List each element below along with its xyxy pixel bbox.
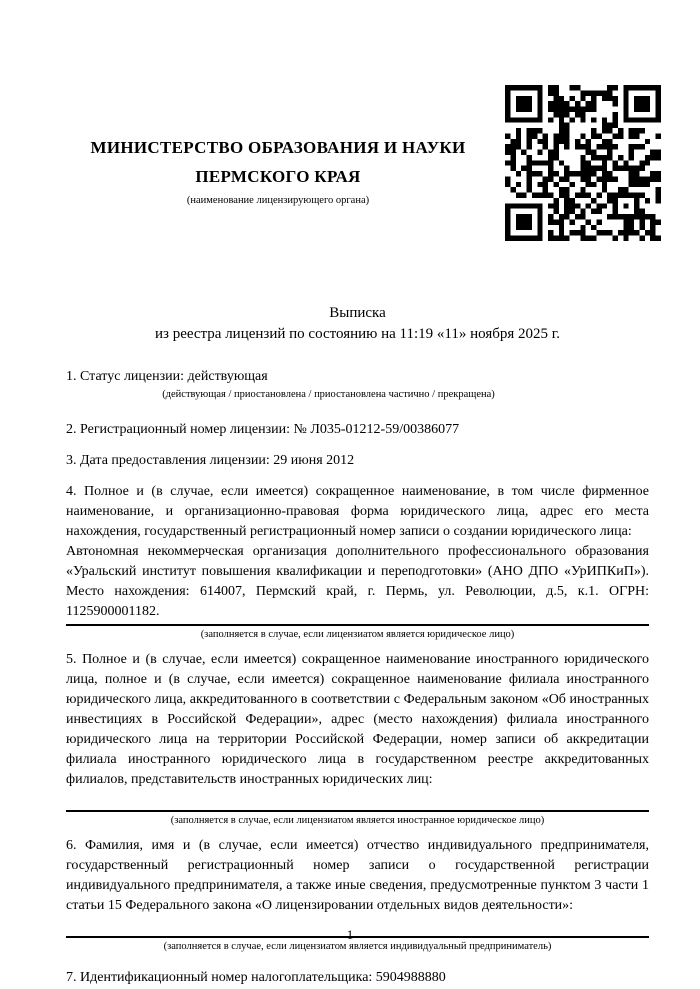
- item-license-status: [66, 367, 649, 403]
- license-status-note: (действующая / приостановлена / приостановлена частично / прекращена): [162, 389, 495, 400]
- fill-line: [66, 810, 649, 812]
- ministry-caption: (наименование лицензирующего органа): [186, 195, 370, 206]
- ministry-name-line2: ПЕРМСКОГО КРАЯ: [195, 167, 361, 186]
- ministry-name-line1: МИНИСТЕРСТВО ОБРАЗОВАНИЯ И НАУКИ: [90, 138, 466, 157]
- entrepreneur-note: (заполняется в случае, если лицензиатом является индивидуальный предприниматель): [163, 941, 552, 952]
- title-line1: Выписка: [329, 305, 386, 321]
- license-date-text: 3. Дата предоставления лицензии: 29 июня 2012: [66, 453, 355, 468]
- licensing-authority-block: [66, 133, 490, 208]
- item-legal-entity: [66, 482, 649, 643]
- item-taxpayer-number: [66, 968, 649, 988]
- registration-number-text: 2. Регистрационный номер лицензии: № Л035-01212-59/00386077: [66, 422, 460, 437]
- item-registration-number: [66, 420, 649, 440]
- entrepreneur-question: 6. Фамилия, имя и (в случае, если имеется) отчество индивидуального предпринимателя, государственный регистрационный номер записи о государственной регистрации индивидуального предпринимателя, а также иные сведения, предусмотренные пунктом 3 части 1 статьи 15 Федерального закона «О лицензировании отдельных видов деятельности»:: [66, 838, 649, 913]
- document-title: [66, 303, 649, 345]
- legal-entity-answer: Автономная некоммерческая организация дополнительного профессионального образования «Уральский институт повышения квалификации и переподготовки» (АНО ДПО «УрИПКиП»). Место нахождения: 614007, Пермский край, г. Пермь, ул. Революции, д.5, к.1. ОГРН: 1125900001182.: [66, 544, 649, 619]
- document-body: [66, 303, 649, 988]
- foreign-entity-question: 5. Полное и (в случае, если имеется) сокращенное наименование иностранного юридического лица, полное и (в случае, если имеется) сокращенное наименование филиала иностранного юридического лица, аккредитованного в соответствии с Федеральным законом «Об иностранных инвестициях в Российской Федерации», адрес (место нахождения) филиала иностранного юридического лица на территории Российской Федерации, номер записи об аккредитации филиала иностранного юридического лица в государственном реестре аккредитованных филиалов, представительств иностранных юридических лиц:: [66, 652, 649, 787]
- legal-entity-note: (заполняется в случае, если лицензиатом является юридическое лицо): [200, 629, 515, 640]
- foreign-entity-note: (заполняется в случае, если лицензиатом является иностранное юридическое лицо): [170, 815, 545, 826]
- fill-line: [66, 624, 649, 626]
- item-foreign-entity: [66, 650, 649, 829]
- page-number: 1: [346, 927, 354, 942]
- qr-code-canvas: [505, 85, 661, 241]
- qr-code-icon: [505, 85, 661, 241]
- legal-entity-question: 4. Полное и (в случае, если имеется) сокращенное наименование, в том числе фирменное наименование, и организационно-правовая форма юридического лица, адрес его места нахождения, государственный регистрационный номер записи о создании юридического лица:: [66, 484, 649, 539]
- taxpayer-number-text: 7. Идентификационный номер налогоплательщика: 5904988880: [66, 970, 446, 985]
- title-line2: из реестра лицензий по состоянию на 11:19 «11» ноября 2025 г.: [155, 326, 560, 342]
- document-header: [0, 0, 700, 303]
- license-status-text: 1. Статус лицензии: действующая: [66, 369, 268, 384]
- blank-answer-space: [66, 790, 649, 808]
- item-license-date: [66, 451, 649, 471]
